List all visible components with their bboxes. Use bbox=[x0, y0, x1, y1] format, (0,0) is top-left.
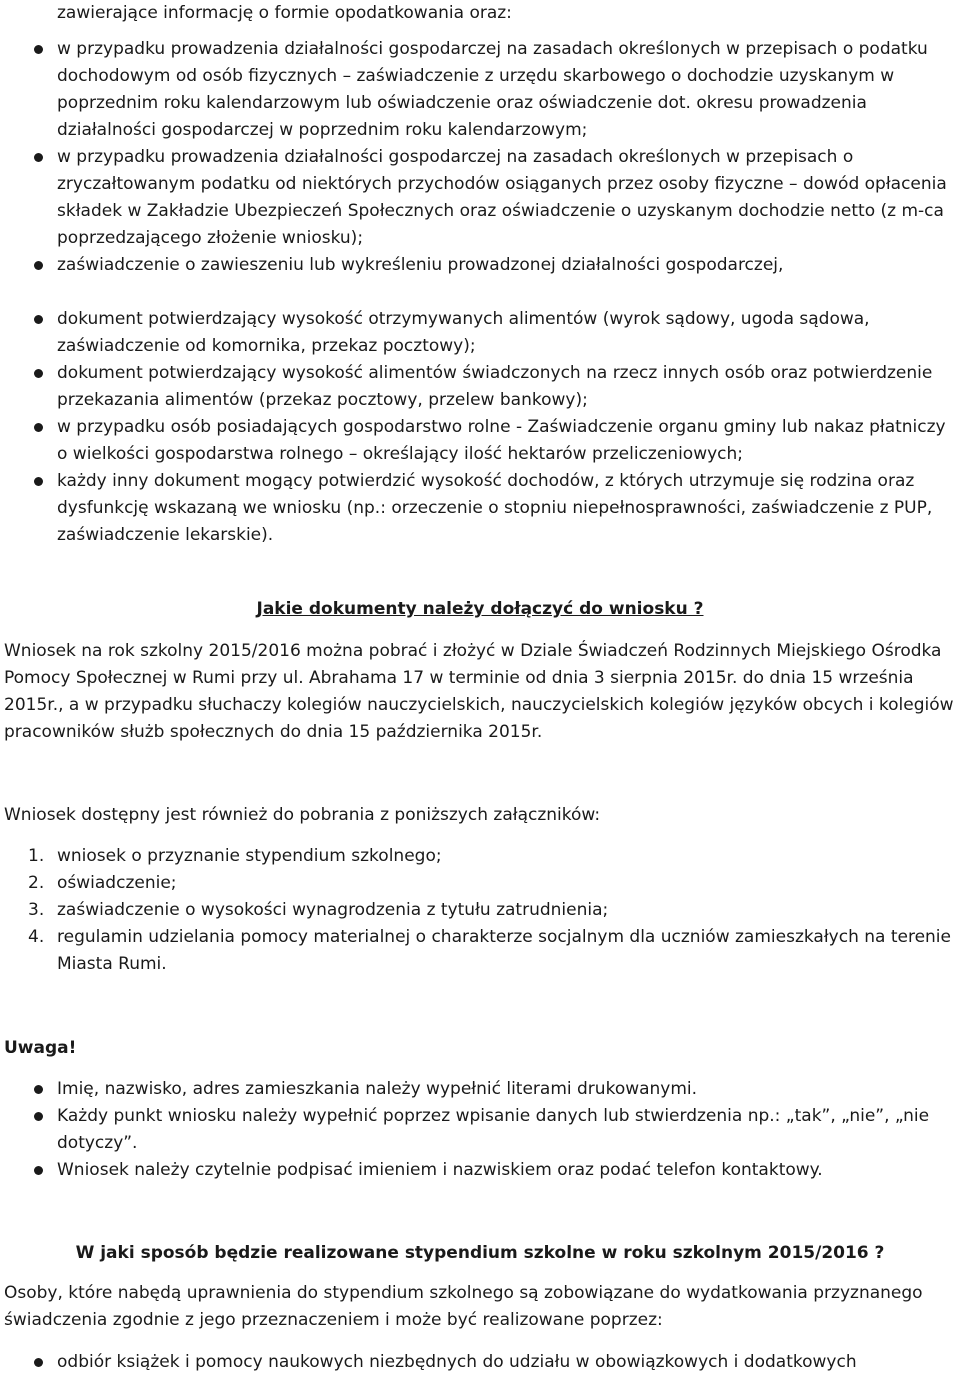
notice-title: Uwaga! bbox=[4, 1038, 77, 1058]
list-number: 3. bbox=[28, 900, 45, 920]
deadline-paragraph bbox=[4, 638, 956, 746]
required-documents-list bbox=[4, 36, 956, 549]
list-item: Wniosek należy czytelnie podpisać imieniem i nazwiskiem oraz podać telefon kontaktowy. bbox=[4, 1157, 956, 1184]
attachment-link[interactable]: wniosek o przyznanie stypendium szkolnego; bbox=[57, 846, 442, 866]
attachments-list bbox=[4, 843, 956, 978]
form-list bbox=[4, 1349, 956, 1376]
list-item: w przypadku osób posiadających gospodarstwo rolne - Zaświadczenie organu gminy lub nakaz płatniczy o wielkości gospodarstwa rolnego – określający ilość hektarów przeliczeniowych; bbox=[4, 414, 956, 468]
list-item bbox=[4, 897, 956, 924]
list-item: Każdy punkt wniosku należy wypełnić poprzez wpisanie danych lub stwierdzenia np.: „tak”, „nie”, „nie dotyczy”. bbox=[4, 1103, 956, 1157]
list-item bbox=[4, 924, 956, 978]
notice-label bbox=[4, 1035, 956, 1062]
paragraph: Osoby, które nabędą uprawnienia do stypendium szkolnego są zobowiązane do wydatkowania przyznanego świadczenia zgodnie z jego przeznaczeniem i może być realizowane poprzez: bbox=[4, 1283, 923, 1330]
section-heading-documents: Jakie dokumenty należy dołączyć do wniosku ? bbox=[256, 599, 704, 619]
list-item: w przypadku prowadzenia działalności gospodarczej na zasadach określonych w przepisach o podatku dochodowym od osób fizycznych – zaświadczenie z urzędu skarbowego o dochodzie uzyskanym w poprzednim roku kalendarzowym lub oświadczenie oraz oświadczenie dot. okresu prowadzenia działalności gospodarczej w poprzednim roku kalendarzowym; bbox=[4, 36, 956, 144]
notice-list bbox=[4, 1076, 956, 1184]
list-item: dokument potwierdzający wysokość otrzymywanych alimentów (wyrok sądowy, ugoda sądowa, zaświadczenie od komornika, przekaz pocztowy); bbox=[4, 306, 956, 360]
list-number: 2. bbox=[28, 873, 45, 893]
list-number: 1. bbox=[28, 846, 45, 866]
attachment-link[interactable]: oświadczenie; bbox=[57, 873, 177, 893]
list-item: dokument potwierdzający wysokość alimentów świadczonych na rzecz innych osób oraz potwierdzenie przekazania alimentów (przekaz pocztowy, przelew bankowy); bbox=[4, 360, 956, 414]
attachment-link[interactable]: zaświadczenie o wysokości wynagrodzenia z tytułu zatrudnienia; bbox=[57, 900, 609, 920]
list-item: odbiór książek i pomocy naukowych niezbędnych do udziału w obowiązkowych i dodatkowych bbox=[4, 1349, 956, 1376]
list-item bbox=[4, 870, 956, 897]
intro-line: zawierające informację o formie opodatkowania oraz: bbox=[57, 3, 512, 23]
list-item bbox=[4, 843, 956, 870]
paragraph: Wniosek na rok szkolny 2015/2016 można pobrać i złożyć w Dziale Świadczeń Rodzinnych Miejskiego Ośrodka Pomocy Społecznej w Rumi przy ul. Abrahama 17 w terminie od dnia 3 sierpnia 2015r. do dnia 15 września 2015r., a w przypadku słuchaczy kolegiów nauczycielskich, nauczycielskich kolegiów języków obcych i kolegiów pracowników służb społecznych do dnia 15 października 2015r. bbox=[4, 641, 954, 742]
list-item: każdy inny dokument mogący potwierdzić wysokość dochodów, z których utrzymuje się rodzina oraz dysfunkcję wskazaną we wniosku (np.: orzeczenie o stopniu niepełnosprawności, zaświadczenie z PUP, zaświadczenie lekarskie). bbox=[4, 468, 956, 549]
list-number: 4. bbox=[28, 927, 45, 947]
section-heading-form: W jaki sposób będzie realizowane stypendium szkolne w roku szkolnym 2015/2016 ? bbox=[75, 1243, 885, 1263]
list-item: zaświadczenie o zawieszeniu lub wykreśleniu prowadzonej działalności gospodarczej, bbox=[4, 252, 956, 279]
list-item: Imię, nazwisko, adres zamieszkania należy wypełnić literami drukowanymi. bbox=[4, 1076, 956, 1103]
attachment-link[interactable]: regulamin udzielania pomocy materialnej o charakterze socjalnym dla uczniów zamieszkałych na terenie Miasta Rumi. bbox=[57, 927, 951, 974]
paragraph: Wniosek dostępny jest również do pobrania z poniższych załączników: bbox=[4, 805, 601, 825]
attachments-intro bbox=[4, 802, 956, 829]
list-item: w przypadku prowadzenia działalności gospodarczej na zasadach określonych w przepisach o zryczałtowanym podatku od niektórych przychodów osiąganych przez osoby fizyczne – dowód opłacenia składek w Zakładzie Ubezpieczeń Społecznych oraz oświadczenie o uzyskanym dochodzie netto (z m-ca poprzedzającego złożenie wniosku); bbox=[4, 144, 956, 252]
form-paragraph bbox=[4, 1280, 956, 1334]
